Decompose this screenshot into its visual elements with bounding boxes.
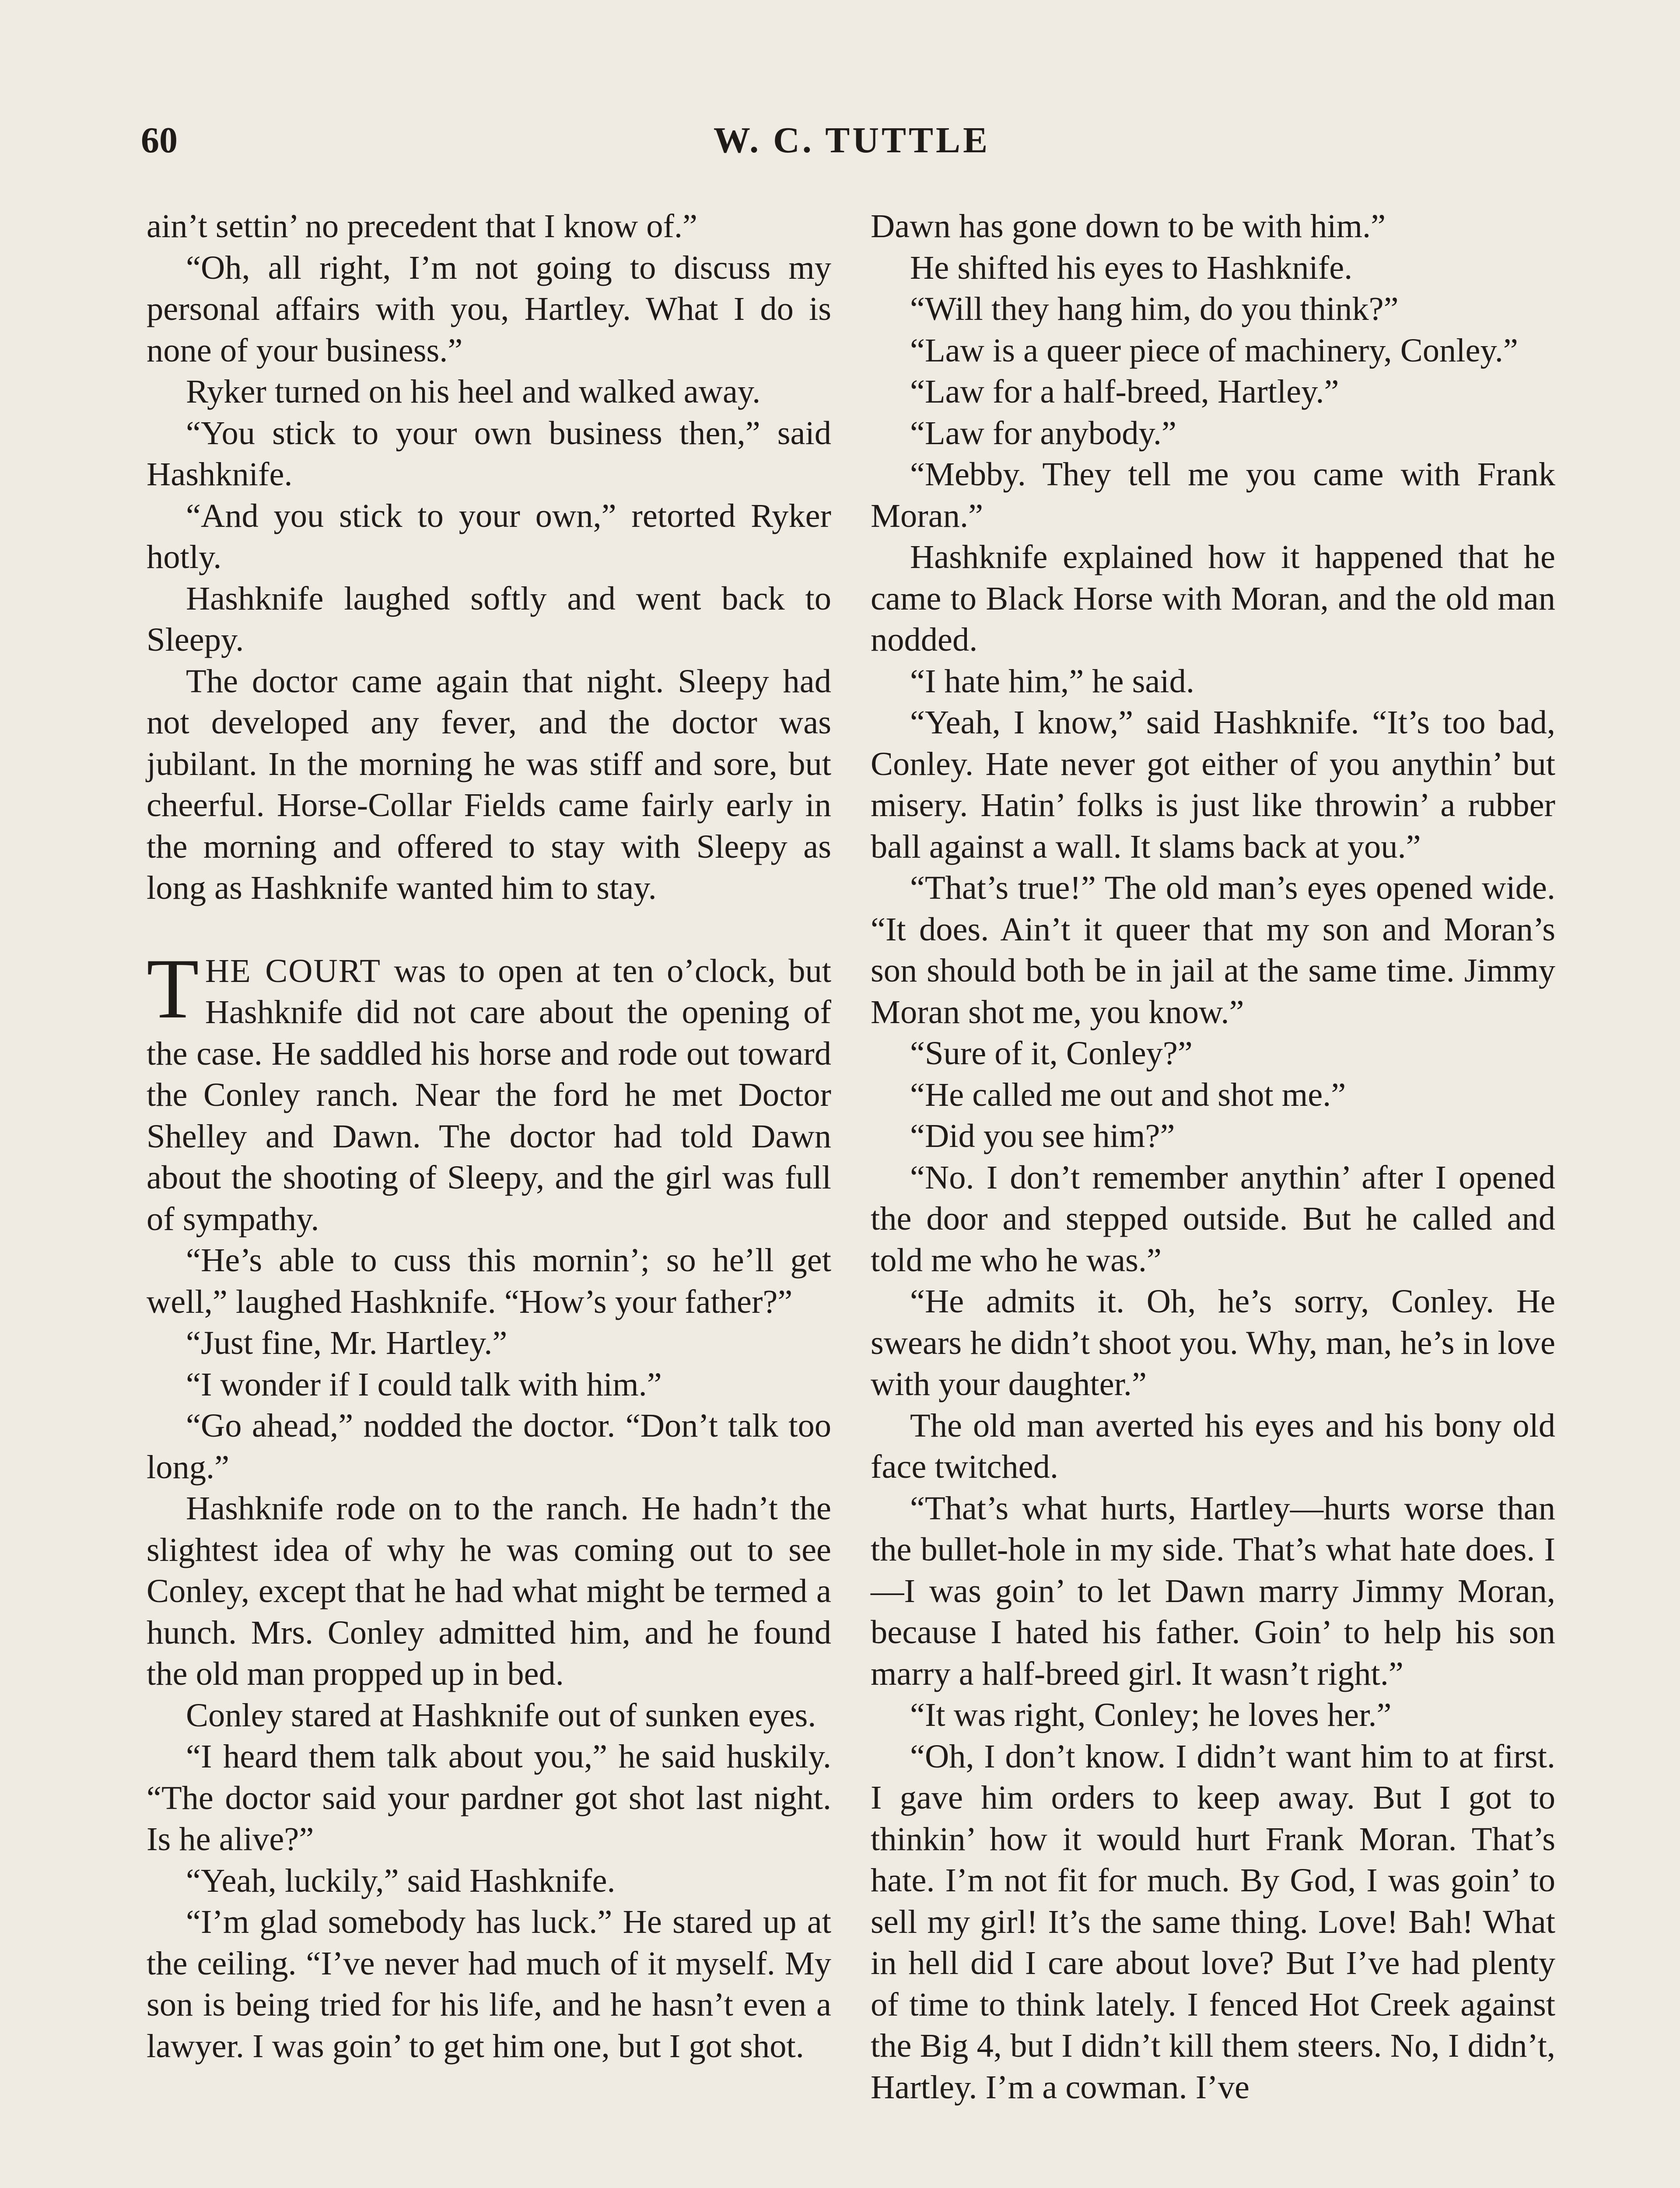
paragraph: “Law for anybody.” [910,414,1176,452]
paragraph: “I hate him,” he said. [910,662,1194,700]
paragraph: The doctor came again that night. Sleepy had not developed any fever, and the doctor was jubilant. In the morning he was stiff and sore, but cheerful. Horse-Collar Fields came fairly early in the morning and offered to stay with Sleepy as long as Hashknife wanted him to stay. [147,662,831,906]
paragraph: “You stick to your own business then,” said Hashknife. [147,414,831,493]
paragraph: “He called me out and shot me.” [910,1076,1346,1113]
section-lead-caps: HE COURT [205,952,381,989]
paragraph: “He admits it. Oh, he’s sorry, Conley. He swears he didn’t shoot you. Why, man, he’s in love with your daughter.” [871,1283,1555,1403]
paragraph: “Sure of it, Conley?” [910,1034,1193,1072]
running-head: W. C. TUTTLE [713,120,990,161]
paragraph: “Go ahead,” nodded the doctor. “Don’t talk too long.” [147,1407,831,1486]
paragraph: “And you stick to your own,” retorted Ryker hotly. [147,497,831,575]
paragraph: “Oh, I don’t know. I didn’t want him to at first. I gave him orders to keep away. But I got to thinkin’ how it would hurt Frank Moran. That’s hate. I’m not fit for much. By God, I was goin’ to sell my girl! It’s the same thing. Love! Bah! What in hell did I care about love? But I’ve had plenty of time to think lately. I fenced Hot Creek against the Big 4, but I didn’t kill them steers. No, I didn’t, Hartley. I’m a cowman. I’ve [871,1737,1555,2106]
paragraph: “He’s able to cuss this mornin’; so he’ll get well,” laughed Hashknife. “How’s your father?” [147,1241,831,1320]
paragraph: “I’m glad somebody has luck.” He stared up at the ceiling. “I’ve never had much of it myself. My son is being tried for his life, and he hasn’t even a lawyer. I was goin’ to get him one, but I got shot. [147,1903,831,2065]
section-opening-paragraph [147,941,831,1240]
paragraph: The old man averted his eyes and his bony old face twitched. [871,1406,1555,1485]
paragraph: “Oh, all right, I’m not going to discuss my personal affairs with you, Hartley. What I do is none of your business.” [147,249,831,369]
paragraph: “Law is a queer piece of machinery, Conley.” [910,331,1518,369]
paragraph: “I heard them talk about you,” he said huskily. “The doctor said your pardner got shot last night. Is he alive?” [147,1738,831,1858]
drop-cap: T [147,941,199,1036]
section-lead-text: was to open at ten o’clock, but Hashknife did not care about the opening of the case. He saddled his horse and rode out toward the Conley ranch. Near the ford he met Doctor Shelley and Dawn. The doctor had told Dawn about the shooting of Sleepy, and the girl was full of sympathy. [147,952,831,1238]
page-number: 60 [141,120,178,161]
paragraph: Ryker turned on his heel and walked away. [186,373,761,410]
paragraph: Hashknife explained how it happened that he came to Black Horse with Moran, and the old man nodded. [871,538,1555,658]
paragraph: “That’s true!” The old man’s eyes opened wide. “It does. Ain’t it queer that my son and Moran’s son should both be in jail at the same time. Jimmy Moran shot me, you know.” [871,869,1555,1031]
paragraph: Hashknife rode on to the ranch. He hadn’t the slightest idea of why he was coming out to see Conley, except that he had what might be termed a hunch. Mrs. Conley admitted him, and he found the old man propped up in bed. [147,1490,831,1692]
paragraph: “It was right, Conley; he loves her.” [910,1696,1392,1733]
paragraph: “Yeah, luckily,” said Hashknife. [186,1862,616,1899]
paragraph: “Yeah, I know,” said Hashknife. “It’s too bad, Conley. Hate never got either of you anythin’ but misery. Hatin’ folks is just like throwin’ a rubber ball against a wall. It slams back at you.” [871,704,1555,865]
left-column [147,206,831,2067]
paragraph: ain’t settin’ no precedent that I know of.” [147,207,698,245]
paragraph: “Mebby. They tell me you came with Frank Moran.” [871,456,1555,534]
paragraph: “Law for a half-breed, Hartley.” [910,373,1339,410]
paragraph: “That’s what hurts, Hartley—hurts worse than the bullet-hole in my side. That’s what hate does. I—I was goin’ to let Dawn marry Jimmy Moran, because I hated his father. Goin’ to help his son marry a half-breed girl. It wasn’t right.” [871,1489,1555,1692]
right-column [871,206,1555,2108]
page-header [141,116,1563,165]
paragraph: “Did you see him?” [910,1117,1175,1154]
paragraph: “Just fine, Mr. Hartley.” [186,1324,508,1361]
paragraph: “Will they hang him, do you think?” [910,290,1399,327]
paragraph: Hashknife laughed softly and went back to Sleepy. [147,579,831,658]
paragraph: Conley stared at Hashknife out of sunken eyes. [186,1696,816,1734]
paragraph: He shifted his eyes to Hashknife. [910,249,1353,286]
paragraph: Dawn has gone down to be with him.” [871,207,1386,245]
paragraph: “I wonder if I could talk with him.” [186,1365,662,1403]
paragraph: “No. I don’t remember anythin’ after I opened the door and stepped outside. But he called and told me who he was.” [871,1158,1555,1279]
